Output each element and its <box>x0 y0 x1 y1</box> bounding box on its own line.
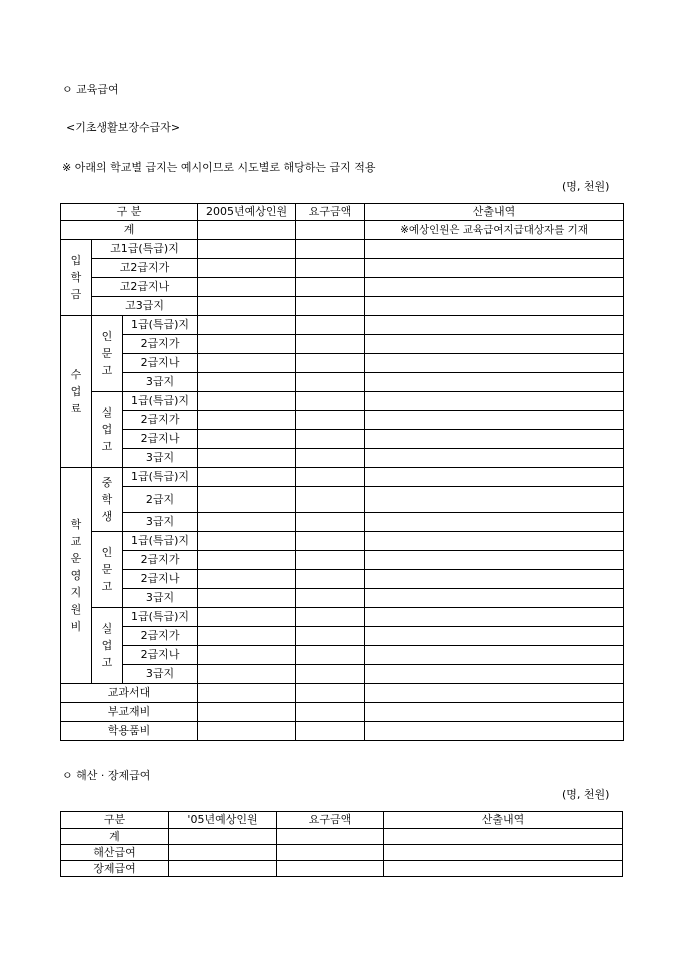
table-row <box>61 354 624 373</box>
calc-cell[interactable] <box>384 829 623 845</box>
calc-cell[interactable] <box>365 703 624 722</box>
calc-cell[interactable] <box>365 278 624 297</box>
count-cell[interactable] <box>198 316 296 335</box>
operation-middle-label: 중 학 생 <box>92 468 123 532</box>
table-row <box>61 684 624 703</box>
row-label: 계 <box>61 829 169 845</box>
unit-label-2: (명, 천원) <box>562 788 610 801</box>
table-row <box>61 316 624 335</box>
row-label: 3급지 <box>123 513 198 532</box>
header-category: 구 분 <box>61 204 198 221</box>
count-cell[interactable] <box>198 703 296 722</box>
amount-cell[interactable] <box>296 684 365 703</box>
table-row <box>61 240 624 259</box>
count-cell[interactable] <box>198 570 296 589</box>
count-cell[interactable] <box>198 551 296 570</box>
row-label: 1급(특급)지 <box>123 532 198 551</box>
table-row <box>61 468 624 487</box>
calc-cell[interactable] <box>365 411 624 430</box>
count-cell[interactable] <box>198 608 296 627</box>
calc-cell[interactable] <box>365 316 624 335</box>
amount-cell[interactable] <box>296 468 365 487</box>
count-cell[interactable] <box>169 829 277 845</box>
calc-cell[interactable] <box>365 608 624 627</box>
table-row <box>61 845 623 861</box>
header-category: 구분 <box>61 812 169 829</box>
row-label: 교과서대 <box>61 684 198 703</box>
calc-cell[interactable] <box>365 354 624 373</box>
amount-cell[interactable] <box>277 845 384 861</box>
row-label: 3급지 <box>123 373 198 392</box>
row-label: 3급지 <box>123 589 198 608</box>
row-label: 고3급지 <box>92 297 198 316</box>
total-amount-cell[interactable] <box>296 221 365 240</box>
tuition-label: 수 업 료 <box>61 316 92 468</box>
row-label: 2급지나 <box>123 570 198 589</box>
amount-cell[interactable] <box>296 354 365 373</box>
table-header-row <box>61 204 624 221</box>
row-label: 학용품비 <box>61 722 198 741</box>
calc-cell[interactable] <box>365 373 624 392</box>
header-calculation: 산출내역 <box>365 204 624 221</box>
calc-cell[interactable] <box>365 551 624 570</box>
count-cell[interactable] <box>198 259 296 278</box>
calc-cell[interactable] <box>365 722 624 741</box>
table-row <box>61 487 624 513</box>
amount-cell[interactable] <box>296 627 365 646</box>
amount-cell[interactable] <box>296 316 365 335</box>
calc-cell[interactable] <box>365 240 624 259</box>
birth-funeral-heading: ㅇ 해산 · 장제급여 <box>62 769 151 782</box>
count-cell[interactable] <box>198 240 296 259</box>
operation-support-label: 학 교 운 영 지 원 비 <box>61 468 92 684</box>
header-calculation: 산출내역 <box>384 812 623 829</box>
amount-cell[interactable] <box>296 373 365 392</box>
header-expected-count: '05년예상인원 <box>169 812 277 829</box>
unit-label: (명, 천원) <box>562 180 610 193</box>
amount-cell[interactable] <box>296 240 365 259</box>
count-cell[interactable] <box>198 354 296 373</box>
amount-cell[interactable] <box>296 551 365 570</box>
row-label: 1급(특급)지 <box>123 608 198 627</box>
row-label: 2급지가 <box>123 411 198 430</box>
table-row <box>61 513 624 532</box>
count-cell[interactable] <box>198 468 296 487</box>
count-cell[interactable] <box>169 861 277 877</box>
amount-cell[interactable] <box>296 430 365 449</box>
row-label: 고2급지나 <box>92 278 198 297</box>
table-row <box>61 259 624 278</box>
row-label: 고1급(특급)지 <box>92 240 198 259</box>
calc-cell[interactable] <box>365 513 624 532</box>
calc-cell[interactable] <box>365 665 624 684</box>
table-row <box>61 703 624 722</box>
amount-cell[interactable] <box>277 861 384 877</box>
operation-vocational-label: 실 업 고 <box>92 608 123 684</box>
calc-cell[interactable] <box>365 468 624 487</box>
count-cell[interactable] <box>198 684 296 703</box>
table-row <box>61 532 624 551</box>
table-row <box>61 608 624 627</box>
table-row <box>61 646 624 665</box>
education-benefit-table <box>60 203 624 741</box>
amount-cell[interactable] <box>296 259 365 278</box>
amount-cell[interactable] <box>296 703 365 722</box>
count-cell[interactable] <box>198 335 296 354</box>
calc-cell[interactable] <box>365 487 624 513</box>
row-label: 2급지가 <box>123 551 198 570</box>
amount-cell[interactable] <box>296 297 365 316</box>
count-cell[interactable] <box>198 411 296 430</box>
count-cell[interactable] <box>198 589 296 608</box>
table-row <box>61 449 624 468</box>
count-cell[interactable] <box>198 627 296 646</box>
calc-cell[interactable] <box>365 684 624 703</box>
amount-cell[interactable] <box>296 589 365 608</box>
count-cell[interactable] <box>198 449 296 468</box>
row-label: 2급지가 <box>123 335 198 354</box>
count-cell[interactable] <box>198 646 296 665</box>
birth-funeral-table <box>60 811 623 877</box>
total-count-cell[interactable] <box>198 221 296 240</box>
count-cell[interactable] <box>198 373 296 392</box>
count-cell[interactable] <box>198 430 296 449</box>
calc-cell[interactable] <box>384 845 623 861</box>
row-label: 1급(특급)지 <box>123 316 198 335</box>
amount-cell[interactable] <box>277 829 384 845</box>
table-row <box>61 627 624 646</box>
header-requested-amount: 요구금액 <box>296 204 365 221</box>
amount-cell[interactable] <box>296 646 365 665</box>
calc-cell[interactable] <box>365 646 624 665</box>
table-row <box>61 551 624 570</box>
calc-cell[interactable] <box>384 861 623 877</box>
count-cell[interactable] <box>198 487 296 513</box>
table-row <box>61 829 623 845</box>
admission-label: 입 학 금 <box>61 240 92 316</box>
row-label: 3급지 <box>123 449 198 468</box>
row-label: 2급지가 <box>123 627 198 646</box>
calc-cell[interactable] <box>365 297 624 316</box>
amount-cell[interactable] <box>296 411 365 430</box>
count-cell[interactable] <box>198 513 296 532</box>
count-cell[interactable] <box>198 532 296 551</box>
table-row <box>61 665 624 684</box>
count-cell[interactable] <box>198 665 296 684</box>
row-label: 해산급여 <box>61 845 169 861</box>
calc-cell[interactable] <box>365 589 624 608</box>
tuition-humanities-label: 인 문 고 <box>92 316 123 392</box>
calc-cell[interactable] <box>365 532 624 551</box>
recipient-subheading: <기초생활보장수급자> <box>66 121 181 134</box>
count-cell[interactable] <box>198 297 296 316</box>
row-label: 2급지 <box>123 487 198 513</box>
table-row <box>61 861 623 877</box>
table-row <box>61 411 624 430</box>
calc-cell[interactable] <box>365 570 624 589</box>
calc-cell[interactable] <box>365 259 624 278</box>
amount-cell[interactable] <box>296 513 365 532</box>
amount-cell[interactable] <box>296 608 365 627</box>
count-cell[interactable] <box>169 845 277 861</box>
row-label: 1급(특급)지 <box>123 468 198 487</box>
calc-cell[interactable] <box>365 430 624 449</box>
calc-cell[interactable] <box>365 392 624 411</box>
row-label: 2급지나 <box>123 354 198 373</box>
amount-cell[interactable] <box>296 532 365 551</box>
table-header-row <box>61 812 623 829</box>
table-row <box>61 570 624 589</box>
row-label: 2급지나 <box>123 430 198 449</box>
table-row <box>61 430 624 449</box>
amount-cell[interactable] <box>296 335 365 354</box>
calc-cell[interactable] <box>365 449 624 468</box>
amount-cell[interactable] <box>296 665 365 684</box>
calc-cell[interactable] <box>365 627 624 646</box>
calc-cell[interactable] <box>365 335 624 354</box>
row-label: 3급지 <box>123 665 198 684</box>
total-row <box>61 221 624 240</box>
grade-notice: ※ 아래의 학교별 급지는 예시이므로 시도별로 해당하는 급지 적용 <box>62 161 376 174</box>
table-row <box>61 297 624 316</box>
table-row <box>61 722 624 741</box>
header-requested-amount: 요구금액 <box>277 812 384 829</box>
operation-humanities-label: 인 문 고 <box>92 532 123 608</box>
amount-cell[interactable] <box>296 392 365 411</box>
total-note: ※예상인원은 교육급여지급대상자를 기재 <box>365 221 624 240</box>
count-cell[interactable] <box>198 392 296 411</box>
total-label: 계 <box>61 221 198 240</box>
table-row <box>61 335 624 354</box>
amount-cell[interactable] <box>296 570 365 589</box>
table-row <box>61 278 624 297</box>
table-row <box>61 589 624 608</box>
count-cell[interactable] <box>198 722 296 741</box>
header-expected-count: 2005년예상인원 <box>198 204 296 221</box>
amount-cell[interactable] <box>296 487 365 513</box>
table-row <box>61 373 624 392</box>
row-label: 부교재비 <box>61 703 198 722</box>
row-label: 2급지나 <box>123 646 198 665</box>
count-cell[interactable] <box>198 278 296 297</box>
amount-cell[interactable] <box>296 278 365 297</box>
row-label: 1급(특급)지 <box>123 392 198 411</box>
table-row <box>61 392 624 411</box>
amount-cell[interactable] <box>296 449 365 468</box>
education-benefit-heading: ㅇ 교육급여 <box>62 83 119 96</box>
tuition-vocational-label: 실 업 고 <box>92 392 123 468</box>
amount-cell[interactable] <box>296 722 365 741</box>
row-label: 장제급여 <box>61 861 169 877</box>
row-label: 고2급지가 <box>92 259 198 278</box>
